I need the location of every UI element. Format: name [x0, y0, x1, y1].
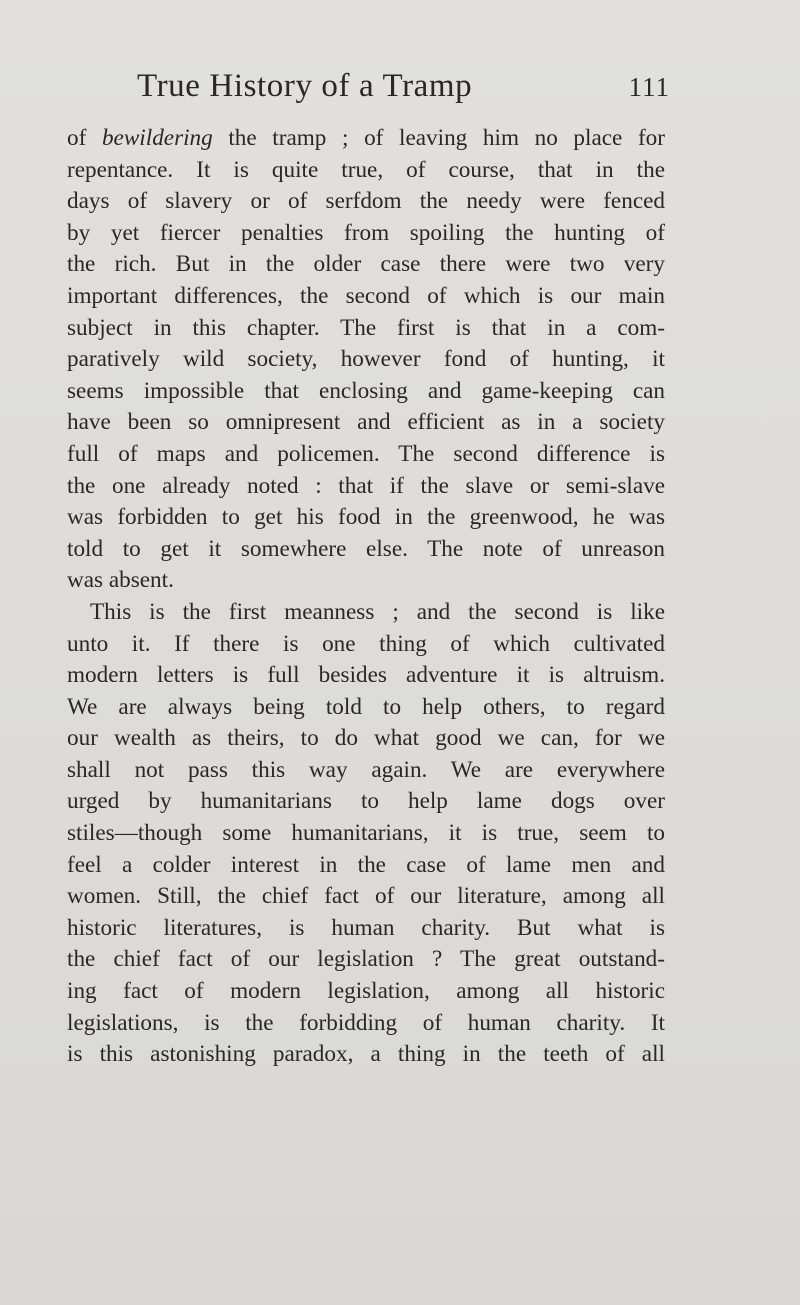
page-number: 111	[628, 72, 670, 102]
text-line: full of maps and policemen. The second difference is	[67, 440, 665, 467]
running-title: True History of a Tramp	[137, 68, 473, 104]
text-line: days of slavery or of serfdom the needy were fenced	[67, 188, 665, 215]
text-line: the rich. But in the older case there were two very	[67, 251, 665, 278]
text-line: was forbidden to get his food in the greenwood, he was	[67, 504, 665, 531]
text-line: the one already noted : that if the slave or semi-slave	[67, 472, 665, 499]
text-line: is this astonishing paradox, a thing in the teeth of all	[67, 1041, 665, 1068]
text-line: unto it. If there is one thing of which cultivated	[67, 630, 665, 657]
text-line: feel a colder interest in the case of lame men and	[67, 851, 665, 878]
text-line: have been so omnipresent and efficient as in a society	[67, 409, 665, 436]
text-line: repentance. It is quite true, of course, that in the	[67, 156, 665, 183]
text-line: subject in this chapter. The first is that in a com-	[67, 314, 665, 341]
text-line: our wealth as theirs, to do what good we can, for we	[67, 725, 665, 752]
text-line: important differences, the second of which is our main	[67, 282, 665, 309]
text-line: by yet fiercer penalties from spoiling the hunting of	[67, 219, 665, 246]
text-line: legislations, is the forbidding of human charity. It	[67, 1009, 665, 1036]
text-line: urged by humanitarians to help lame dogs over	[67, 788, 665, 815]
text-line: modern letters is full besides adventure it is altruism.	[67, 662, 665, 689]
text-line: historic literatures, is human charity. But what is	[67, 914, 665, 941]
text-line: told to get it somewhere else. The note of unreason	[67, 535, 665, 562]
italic-word: bewildering	[101, 125, 213, 151]
body-text	[67, 123, 665, 1071]
text-line: stiles—though some humanitarians, it is true, seem to	[67, 820, 665, 847]
text-line: seems impossible that enclosing and game-keeping can	[67, 377, 665, 404]
text-line: the chief fact of our legislation ? The great outstand-	[67, 946, 665, 973]
text-line: This is the first meanness ; and the second is like	[90, 598, 665, 625]
text-line: We are always being told to help others, to regard	[67, 693, 665, 720]
text-line: women. Still, the chief fact of our literature, among all	[67, 883, 665, 910]
text-line: shall not pass this way again. We are everywhere	[67, 756, 665, 783]
page-header	[0, 68, 800, 114]
text-line: paratively wild society, however fond of hunting, it	[67, 346, 665, 373]
text-line: of bewildering the tramp ; of leaving him no place for	[67, 125, 665, 151]
text-line: ing fact of modern legislation, among all historic	[67, 978, 665, 1005]
text-line: was absent.	[67, 567, 174, 594]
